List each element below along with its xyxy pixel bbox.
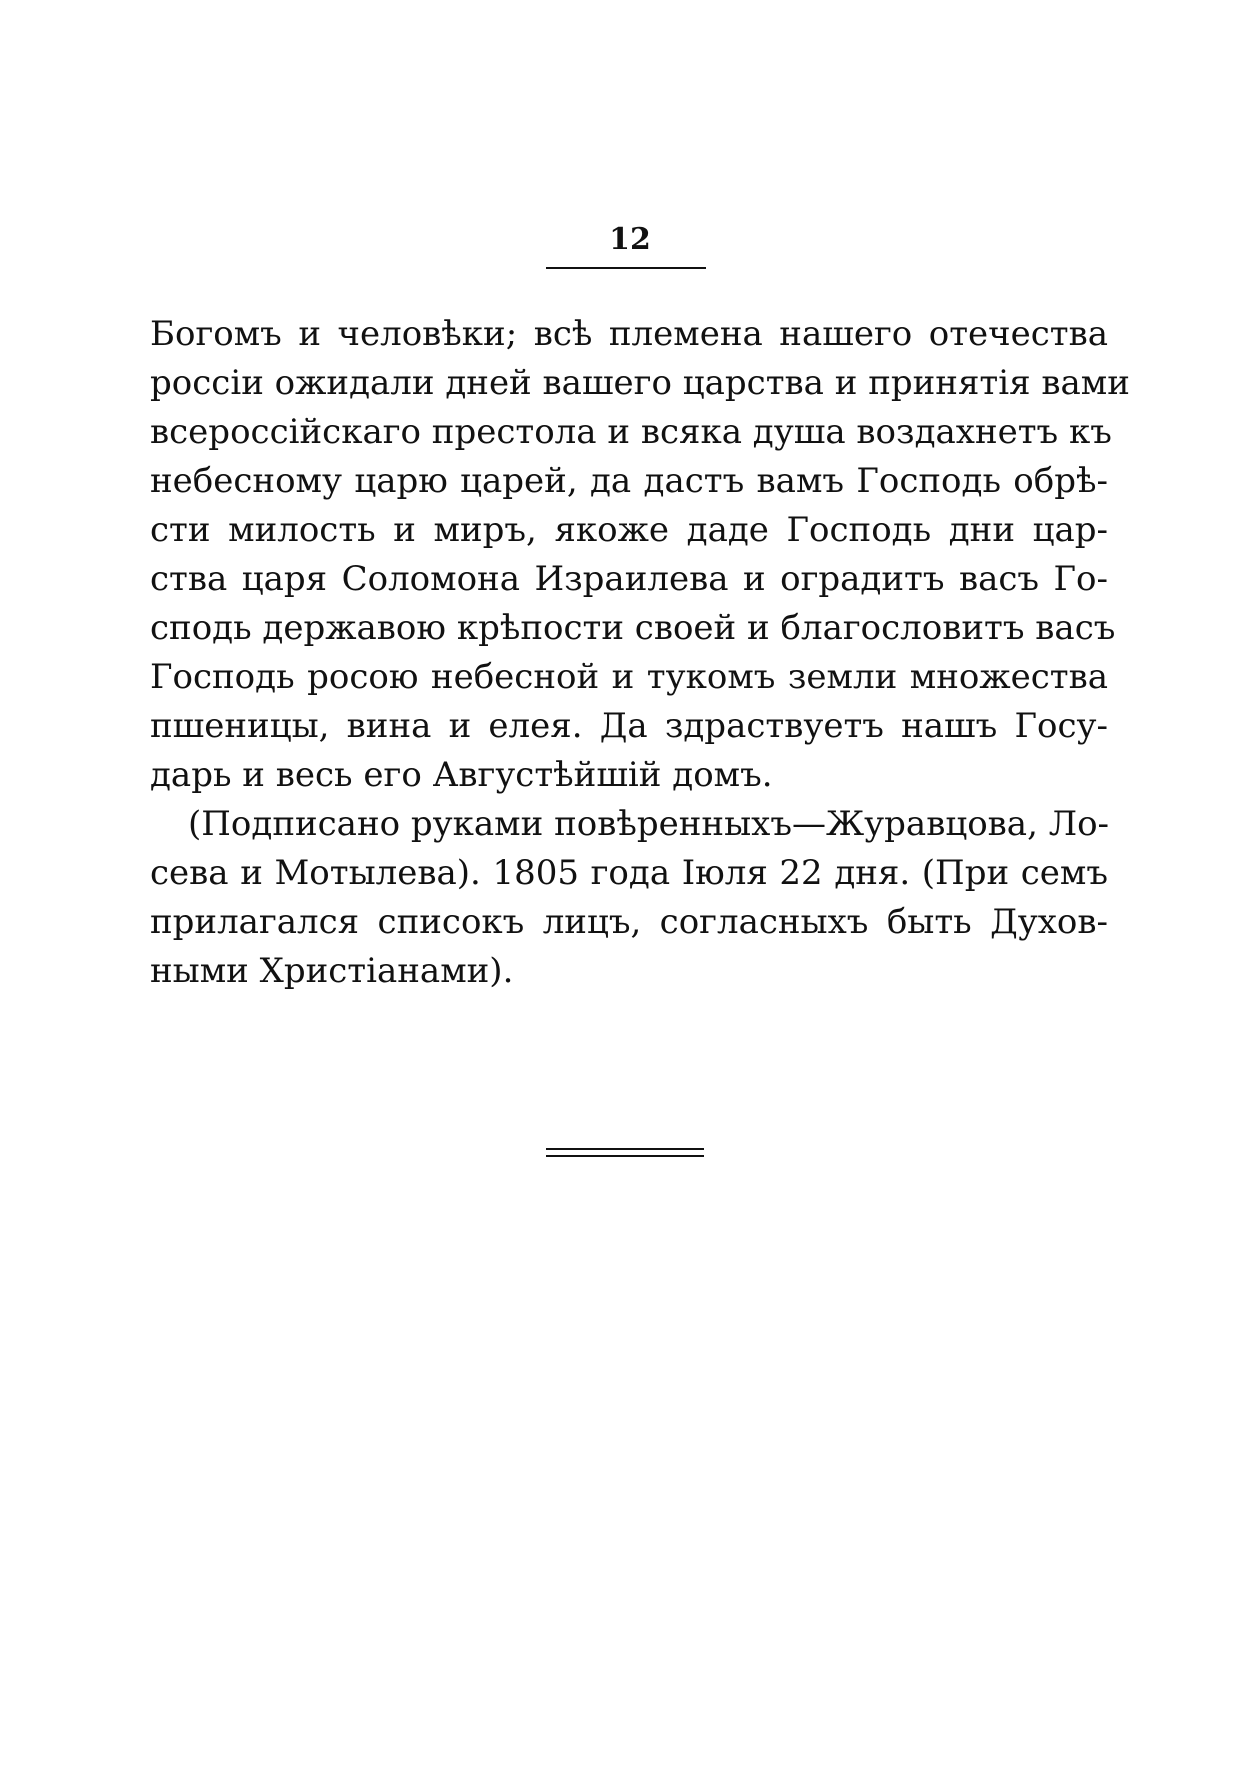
text-line: всероссійскаго престола и всяка душа воздахнетъ къ xyxy=(150,412,1112,452)
end-rule-top xyxy=(546,1148,704,1150)
text-line: сподь державою крѣпости своей и благословитъ васъ xyxy=(150,608,1116,648)
text-line: Богомъ и человѣки; всѣ племена нашего отечества xyxy=(150,314,1108,354)
page-number: 12 xyxy=(609,222,651,257)
end-rule-bottom xyxy=(546,1155,704,1157)
text-line: прилагался списокъ лицъ, согласныхъ быть Духов- xyxy=(150,902,1108,942)
header-rule xyxy=(546,267,706,269)
text-line: дарь и весь его Августѣйшій домъ. xyxy=(150,755,773,795)
text-line: (Подписано руками повѣренныхъ—Журавцова, Ло- xyxy=(188,804,1110,844)
text-line: ными Христіанами). xyxy=(150,951,514,991)
text-line: пшеницы, вина и елея. Да здраствуетъ нашъ Госу- xyxy=(150,706,1108,746)
text-line: Господь росою небесной и тукомъ земли множества xyxy=(150,657,1108,697)
text-line: ства царя Соломона Израилева и оградитъ васъ Го- xyxy=(150,559,1108,599)
text-line: сти милость и миръ, якоже даде Господь дни цар- xyxy=(150,510,1108,550)
text-line: небесному царю царей, да дастъ вамъ Господь обрѣ- xyxy=(150,461,1108,501)
text-line: россіи ожидали дней вашего царства и принятія вами xyxy=(150,363,1130,403)
text-line: сева и Мотылева). 1805 года Іюля 22 дня. (При семъ xyxy=(150,853,1108,893)
